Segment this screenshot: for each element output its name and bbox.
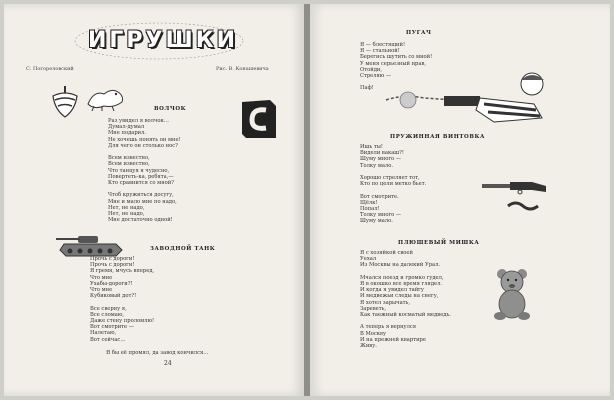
- verse-line: И на прежней квартире: [360, 336, 426, 343]
- verse-line: Из Москвы на далекий Урал.: [360, 262, 441, 269]
- page-title: ИГРУШКИ: [88, 28, 239, 53]
- verse-line: Я гремя, мчусь вперед,: [90, 268, 155, 275]
- section-heading-bear: ПЛЮШЕВЫЙ МИШКА: [398, 240, 480, 246]
- cork-icon: [506, 200, 540, 212]
- verse-line: Попал!: [360, 206, 380, 213]
- verse-line: Раз увидел я волчок…: [108, 118, 169, 124]
- verse-line: Всем известно,: [108, 155, 150, 162]
- verse-tank: [90, 256, 154, 343]
- verse-line: Ишь ты!: [360, 144, 383, 150]
- spinning-top-icon: [50, 84, 80, 120]
- verse-line: Все сверну я,: [90, 305, 127, 312]
- verse-line: Налетаю,: [90, 330, 117, 337]
- page-number: 24: [164, 360, 172, 367]
- verse-line: Вот смотрите.: [360, 193, 399, 200]
- section-heading-volchok: ВОЛЧОК: [154, 106, 187, 112]
- verse-line: Я — стальной!: [360, 48, 400, 55]
- verse-line: Уехал: [360, 256, 377, 263]
- verse-line: Прочь с дороги!: [90, 256, 135, 262]
- verse-line: Стреляю —: [360, 73, 392, 80]
- verse-line: Шуму много —: [360, 156, 402, 163]
- verse-line: Ухабы-дороги?!: [90, 280, 133, 287]
- verse-line: Повертеть-ка, ребята,—: [108, 173, 174, 180]
- verse-line: Кто по цели метко бьет.: [360, 181, 427, 188]
- book-spread: [4, 4, 610, 396]
- teddy-bear-icon: [492, 266, 532, 322]
- verse-line: А теперь я вернулся: [360, 324, 417, 331]
- author-credit: С. Погореловский: [26, 66, 74, 72]
- verse-line: И когда я увидел тайгу: [360, 287, 424, 294]
- verse-line: Вот смотрите —: [90, 324, 134, 331]
- section-heading-pugach: ПУГАЧ: [406, 30, 432, 36]
- verse-line: Хорошо стреляет тот,: [360, 175, 420, 182]
- verse-line: Нет, не надо,: [108, 204, 145, 211]
- verse-line: Все сломаю,: [90, 311, 125, 318]
- verse-line: Я с хозяйкой своей: [360, 250, 413, 256]
- verse-line: В Москву: [360, 330, 387, 337]
- toy-block-icon: [240, 98, 278, 140]
- right-page: [310, 4, 610, 396]
- verse-line: Толку много —: [360, 212, 402, 219]
- section-heading-rifle: ПРУЖИННАЯ ВИНТОВКА: [390, 134, 485, 140]
- verse-line: Щёлк!: [360, 199, 378, 206]
- verse-line: Отойди,: [360, 66, 383, 73]
- left-page: [4, 4, 304, 396]
- verse-line: Я в окошко все время глядел.: [360, 281, 443, 288]
- toy-rifle-icon: [480, 178, 550, 196]
- verse-line: Даже стену проломлю!: [90, 318, 155, 325]
- verse-line: Мне и мало мне по надо,: [108, 198, 177, 205]
- verse-line: Мне достаточно одной!: [108, 217, 173, 224]
- verse-line: Кто сравнится со мной?: [108, 180, 175, 187]
- verse-volchok: [108, 118, 181, 223]
- verse-line: У меня серьезный нрав,: [360, 60, 427, 67]
- verse-line: Я хотел зарычать,: [360, 299, 411, 306]
- section-heading-tank: ЗАВОДНОЙ ТАНК: [150, 246, 216, 252]
- verse-line: Для чего он столько нос?: [108, 142, 178, 149]
- verse-line: Как таежный косматый медведь.: [360, 312, 451, 319]
- verse-line: Живу.: [360, 343, 377, 350]
- verse-rifle: [360, 144, 426, 225]
- verse-line: Не хочешь понять он мне!: [108, 136, 181, 143]
- boy-with-cap-gun-icon: [384, 70, 554, 126]
- verse-line: Прочь с дороги!: [90, 262, 135, 269]
- verse-line: Видели вакаш?!: [360, 150, 404, 157]
- verse-line: Мчался поезд и громко гудел,: [360, 274, 444, 281]
- verse-line: Зареветь,: [360, 305, 387, 312]
- horse-toy-icon: [84, 82, 128, 112]
- verse-bear: [360, 250, 451, 349]
- verse-line: Чтоб кружиться досугу,: [108, 192, 174, 199]
- illustrator-credit: Рис. В. Конашевича: [216, 66, 269, 72]
- verse-line: Кубиковый дот?!: [90, 293, 137, 300]
- verse-line: И медвежьи следы на снегу,: [360, 293, 439, 300]
- toy-tank-icon: [56, 234, 126, 258]
- verse-line: Всем известно,: [108, 161, 150, 168]
- verse-line: Что мне: [90, 274, 113, 281]
- verse-line: Нет, не надо,: [108, 211, 145, 218]
- verse-line: Вот сейчас…: [90, 336, 126, 343]
- verse-line: Думал-думал: [108, 124, 145, 131]
- verse-line: Что мне: [90, 287, 113, 294]
- footer-line: Я бы её промял, да завод кончился…: [106, 350, 209, 356]
- verse-line: Мне подарил.: [108, 130, 147, 137]
- verse-line: Шуму мало.: [360, 218, 393, 225]
- verse-line: Я — блестящий!: [360, 42, 406, 48]
- verse-line: Паф!: [360, 85, 374, 92]
- verse-line: Берегись шутить со мной!: [360, 54, 433, 61]
- verse-line: Толку мало.: [360, 162, 394, 169]
- verse-line: Что танцуя я чудесно,: [108, 167, 170, 174]
